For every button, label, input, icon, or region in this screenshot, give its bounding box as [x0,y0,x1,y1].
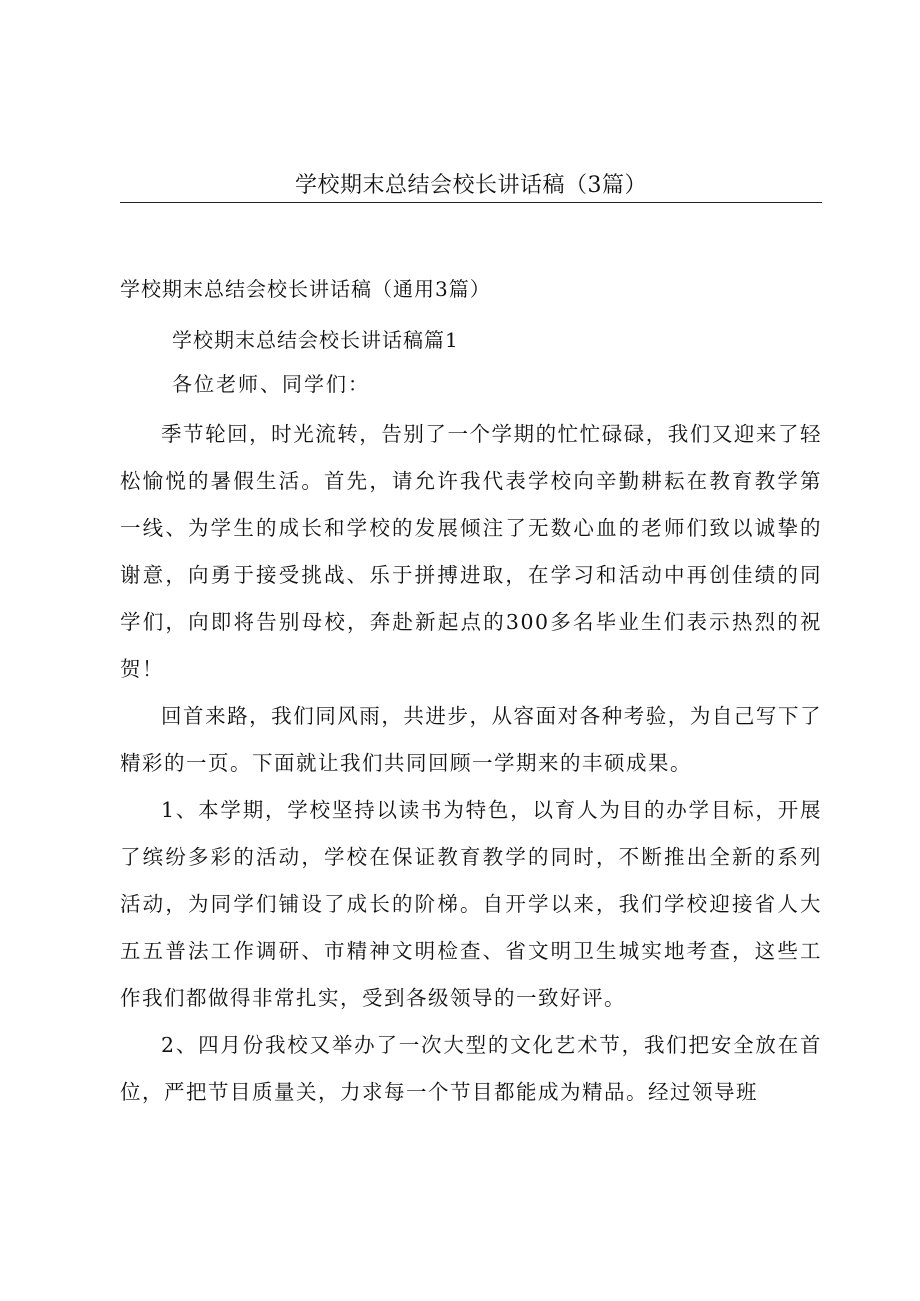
paragraph: 季节轮回，时光流转，告别了一个学期的忙忙碌碌，我们又迎来了轻松愉悦的暑假生活。首先，请允许我代表学校向辛勤耕耘在教育教学第一线、为学生的成长和学校的发展倾注了无数心血的老师们致以诚挚的谢意，向勇于接受挑战、乐于拼搏进取，在学习和活动中再创佳绩的同学们，向即将告别母校，奔赴新起点的300多名毕业生们表示热烈的祝贺！ [120,422,822,681]
salutation: 各位老师、同学们： [172,372,370,396]
paragraph: 回首来路，我们同风雨，共进步，从容面对各种考验，为自己写下了精彩的一页。下面就让我们共同回顾一学期来的丰硕成果。 [120,704,822,775]
body-text [120,411,822,1116]
paragraph: 1、本学期，学校坚持以读书为特色，以育人为目的办学目标，开展了缤纷多彩的活动，学校在保证教育教学的同时，不断推出全新的系列活动，为同学们铺设了成长的阶梯。自开学以来，我们学校迎接省人大五五普法工作调研、市精神文明检查、省文明卫生城实地考查，这些工作我们都做得非常扎实，受到各级领导的一致好评。 [120,798,822,1010]
section-heading: 学校期末总结会校长讲话稿篇1 [172,328,459,352]
title-underline [120,202,822,203]
document-title: 学校期末总结会校长讲话稿（3篇） [295,173,647,198]
paragraph: 2、四月份我校又举办了一次大型的文化艺术节，我们把安全放在首位，严把节目质量关，力求每一个节目都能成为精品。经过领导班 [120,1033,822,1104]
document-subtitle: 学校期末总结会校长讲话稿（通用3篇） [120,277,491,301]
